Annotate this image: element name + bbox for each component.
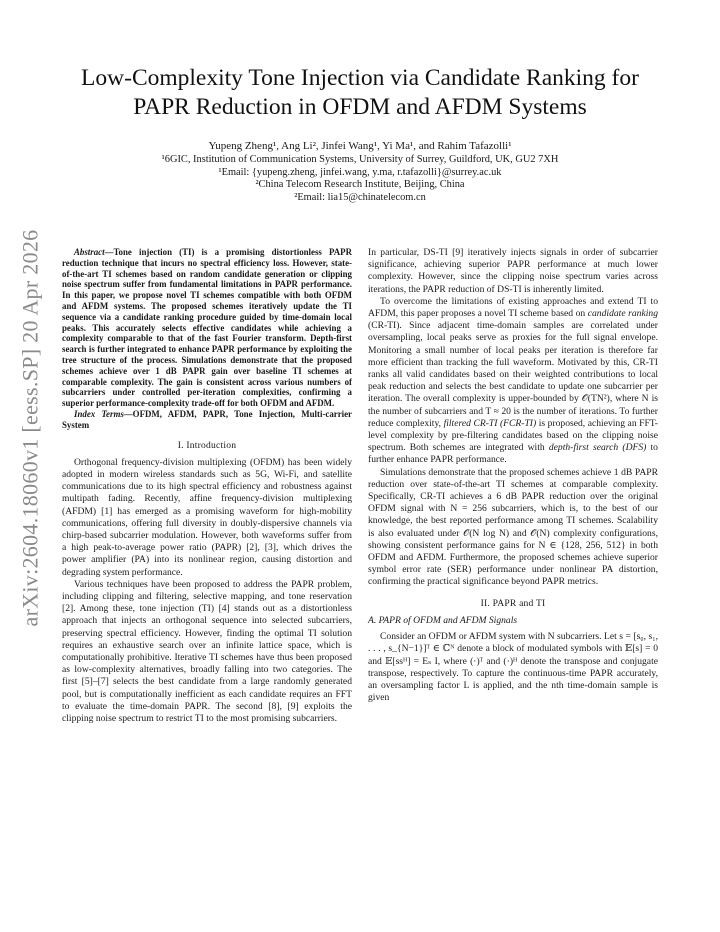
subsection-a-heading: A. PAPR of OFDM and AFDM Signals (368, 614, 518, 626)
author-block (60, 140, 660, 205)
affiliation-1: ¹6GIC, Institution of Communication Systems, University of Surrey, Guildford, UK, GU2 7XH (161, 153, 559, 165)
abstract-text: —Tone injection (TI) is a promising distortionless PAPR reduction technique that incurs no spectral efficiency loss. However, state-of-the-art TI schemes based on random candidate generation or clipping noise spectrum suffer from fundamental limitations in PAPR performance. In this paper, we propose novel TI schemes compatible with both OFDM and AFDM systems. The proposed schemes iteratively update the TI sequence via a candidate ranking procedure guided by time-domain local peaks. This accurately selects effective candidates while achieving a complexity comparable to that of the fast Fourier transform. Depth-first search is further integrated to enhance PAPR performance by exploiting the tree structure of the process. Simulations demonstrate that the proposed schemes achieve over 1 dB PAPR gain over baseline TI schemes at comparable complexity. The gain is consistent across various numbers of subcarriers under controlled per-iteration complexities, confirming a superior performance-complexity trade-off for both OFDM and AFDM. (62, 247, 352, 409)
arxiv-identifier (8, 229, 52, 627)
section-introduction-heading: I. Introduction (177, 439, 237, 451)
right-p2-text-c: is proposed, achieving an FFT-level complexity by pre-filtering candidates based on the clipping noise spectrum. Both schemes are integrated with (368, 417, 658, 454)
intro-paragraph-1: Orthogonal frequency-division multiplexing (OFDM) has been widely adopted in modern wireless standards such as 5G, Wi-Fi, and satellite communications due to its high spectral efficiency and robustness against multipath fading. Recently, affine frequency-division multiplexing (AFDM) [1] has emerged as a promising waveform for high-mobility communications, offering full diversity in doubly-dispersive channels via chirp-based subcarrier modulation. However, both waveforms suffer from a high peak-to-average power ratio (PAPR) [2], [3], which drives the power amplifier (PA) into its nonlinear region, causing distortion and degrading system performance. (62, 456, 352, 578)
right-p2-emphasis-1: candidate ranking (587, 308, 658, 320)
right-p2-text-d: to further enhance PAPR performance. (368, 442, 658, 466)
right-p2-text-a: To overcome the limitations of existing approaches and extend TI to AFDM, this paper proposes a novel TI scheme based on (368, 295, 658, 320)
intro-paragraph-2: Various techniques have been proposed to address the PAPR problem, including clipping and filtering, selective mapping, and tone reservation [2]. Among these, tone injection (TI) [4] stands out as a distortionless approach that injects an orthogonal sequence into selected subcarriers, preserving spectral efficiency. However, finding the optimal TI solution requires an exhaustive search over an infinite lattice space, which is computationally prohibitive. Iterative TI schemes have thus been proposed as low-complexity alternatives, broadly falling into two categories. The first [5]–[7] selects the best candidate from a large randomly generated pool, but is computationally inefficient as each candidate requires an FFT to evaluate the time-domain PAPR. The second [8], [9] exploits the clipping noise spectrum to restrict TI to the most promising subcarriers. (62, 578, 352, 725)
index-terms-label: Index Terms (74, 408, 124, 419)
paper-title (60, 64, 660, 122)
affiliation-2: ²China Telecom Research Institute, Beijing, China (255, 179, 465, 191)
right-paragraph-2 (368, 296, 658, 467)
index-terms-text: —OFDM, AFDM, PAPR, Tone Injection, Multi-carrier System (62, 408, 352, 430)
right-paragraph-3: Simulations demonstrate that the proposed schemes achieve 1 dB PAPR reduction over state-of-the-art TI schemes at comparable complexity. Specifically, CR-TI achieves a 6 dB PAPR reduction over the original OFDM signal with N = 256 subcarriers, which is, to the best of our knowledge, the best reported performance among TI schemes. Scalability is also evaluated under 𝒪(N log N) and 𝒪(N) complexity configurations, showing consistent performance gains for N ∈ {128, 256, 512} in both OFDM and AFDM. Furthermore, the proposed schemes achieve superior symbol error rate (SER) performance under nonlinear PA distortion, confirming the practical significance beyond PAPR metrics. (368, 466, 658, 588)
section-2-heading: II. PAPR and TI (480, 597, 546, 609)
left-column (62, 247, 352, 725)
index-terms (62, 409, 352, 431)
right-paragraph-1: In particular, DS-TI [9] iteratively injects signals in order of subcarrier significance, achieving superior PAPR performance at much lower complexity. However, since the clipping noise spectrum varies across iterations, the PAPR reduction of DS-TI is inherently limited. (368, 247, 658, 295)
title-line-2: PAPR Reduction in OFDM and AFDM Systems (133, 94, 587, 120)
title-line-1: Low-Complexity Tone Injection via Candidate Ranking for (81, 65, 639, 91)
author-names: Yupeng Zheng¹, Ang Li², Jinfei Wang¹, Yi Ma¹, and Rahim Tafazolli¹ (208, 140, 512, 152)
email-1: ¹Email: {yupeng.zheng, jinfei.wang, y.ma, r.tafazolli}@surrey.ac.uk (218, 166, 502, 178)
right-paragraph-4: Consider an OFDM or AFDM system with N subcarriers. Let s = [s₀, s₁, . . . , s_{N−1}]ᵀ ∈ ℂᴺ denote a block of modulated symbols with 𝔼[s] = 0 and 𝔼[ssᴴ] = Eₛ I, where (·)ᵀ and (·)ᴴ denote the transpose and conjugate transpose, respectively. To capture the continuous-time PAPR accurately, an oversampling factor L is applied, and the nth time-domain sample is given (368, 631, 658, 704)
abstract (62, 247, 352, 409)
arxiv-identifier-text: arXiv:2604.18060v1 [eess.SP] 20 Apr 2026 (17, 229, 43, 627)
right-p2-emphasis-2: filtered CR-TI (FCR-TI) (443, 417, 537, 429)
right-column (368, 247, 658, 704)
email-2: ²Email: lia15@chinatelecom.cn (294, 192, 426, 204)
right-p2-text-b: (CR-TI). Since adjacent time-domain samples are correlated under oversampling, local peaks serve as proxies for the full signal envelope. Monitoring a small number of local peaks per iteration is therefore far more efficient than tracking the full waveform. Motivated by this, CR-TI ranks all valid candidates based on their weighted contributions to local peak reduction and selects the best candidate to update one subcarrier per iteration. The overall complexity is upper-bounded by 𝒪(TN²), where N is the number of subcarriers and T ≈ 20 is the number of iterations. To further reduce complexity, (368, 320, 658, 429)
abstract-label: Abstract (74, 247, 105, 257)
right-p2-emphasis-3: depth-first search (DFS) (548, 442, 647, 454)
